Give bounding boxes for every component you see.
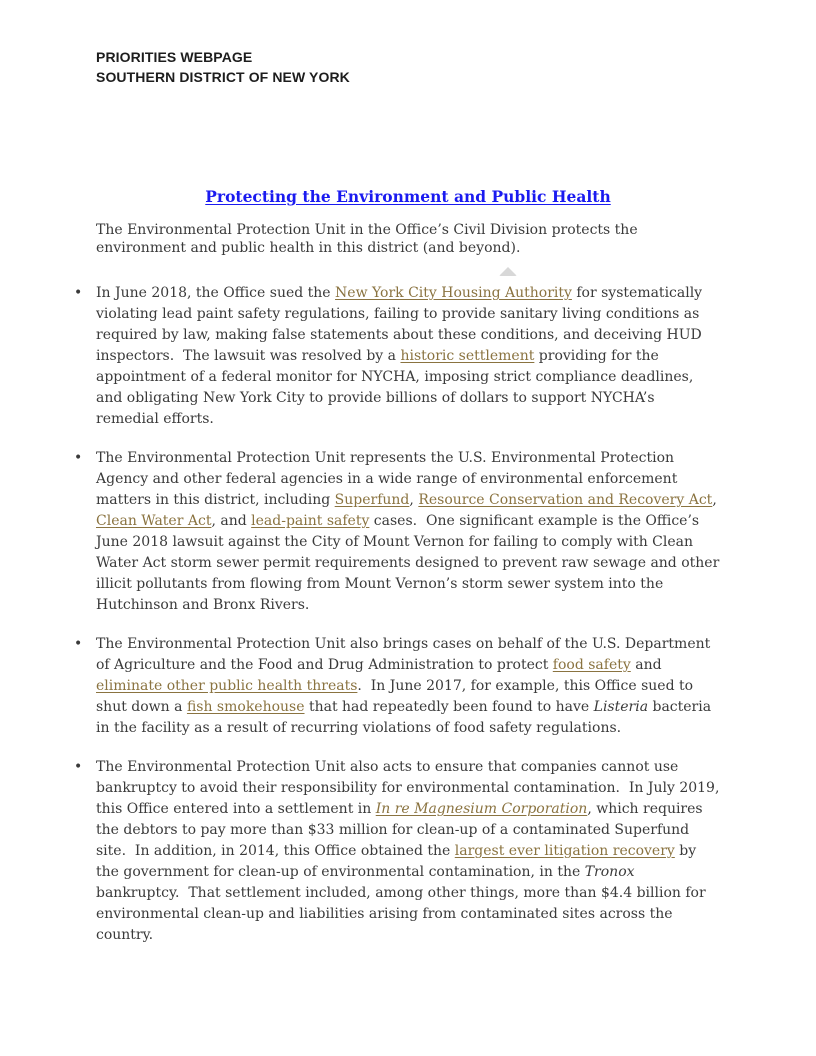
intro-paragraph xyxy=(96,222,720,257)
bullet-item xyxy=(96,634,720,739)
text-run: providing for the appointment of a federal monitor for NYCHA, imposing strict compliance deadlines, and obligating New York City to provide billions of dollars to support NYCHA’s remedial efforts. xyxy=(96,348,698,427)
text-link[interactable]: eliminate other public health threats xyxy=(96,678,358,694)
text-link[interactable]: fish smokehouse xyxy=(186,699,305,715)
text-run: . In June 2017, for example, this Office sued to shut down a xyxy=(96,678,698,715)
text-link[interactable]: food safety xyxy=(552,657,631,673)
text-run: for systematically violating lead paint safety regulations, failing to provide sanitary living conditions as required by law, making false statements about these conditions, and deceiving HUD inspectors. The lawsuit was resolved by a xyxy=(96,285,707,364)
text-run: bacteria in the facility as a result of recurring violations of food safety regulations. xyxy=(96,699,716,736)
text-run: , xyxy=(409,492,419,508)
text-run: cases. One significant example is the Office’s June 2018 lawsuit against the City of Mount Vernon for failing to comply with Clean Water Act storm sewer permit requirements designed to prevent raw sewage and other illicit pollutants from flowing from Mount Vernon’s storm sewer system into the Hutchinson and Bronx Rivers. xyxy=(96,513,724,613)
text-run: and xyxy=(630,657,667,673)
bullet-item xyxy=(96,283,720,430)
bullet-item xyxy=(96,757,724,946)
doc-header xyxy=(96,47,350,87)
italic-text: Tronox xyxy=(584,864,635,880)
page-title xyxy=(96,188,720,206)
doc-header-line2: SOUTHERN DISTRICT OF NEW YORK xyxy=(96,69,350,85)
text-run: The Environmental Protection Unit also brings cases on behalf of the U.S. Department of Agriculture and the Food and Drug Administration to protect xyxy=(96,636,715,673)
text-link[interactable]: Superfund xyxy=(334,492,410,508)
doc-header-line1: PRIORITIES WEBPAGE xyxy=(96,49,253,65)
title-link[interactable]: Protecting the Environment and Public Health xyxy=(205,187,611,206)
text-run: In June 2018, the Office sued the xyxy=(96,285,336,301)
document-content xyxy=(96,187,724,964)
text-run: , and xyxy=(211,513,252,529)
text-link[interactable]: lead-paint safety xyxy=(251,513,370,529)
text-link[interactable]: New York City Housing Authority xyxy=(335,285,572,301)
text-run: The Environmental Protection Unit in the Office’s Civil Division protects the environment and public health in this district (and beyond). xyxy=(96,222,643,256)
bullet-item xyxy=(96,448,724,616)
text-link[interactable]: Resource Conservation and Recovery Act xyxy=(418,492,713,508)
text-link[interactable]: Clean Water Act xyxy=(96,513,212,529)
text-run: by the government for clean-up of environmental contamination, in the xyxy=(96,843,701,880)
text-link[interactable]: largest ever litigation recovery xyxy=(454,843,675,859)
text-link[interactable]: In re Magnesium Corporation xyxy=(375,801,588,817)
text-run: The Environmental Protection Unit represents the U.S. Environmental Protection Agency and other federal agencies in a wide range of environmental enforcement matters in this district, including xyxy=(96,450,682,508)
text-run: The Environmental Protection Unit also acts to ensure that companies cannot use bankruptcy to avoid their responsibility for environmental contamination. In July 2019, this Office entered into a settlement in xyxy=(96,759,724,817)
italic-text: Listeria xyxy=(593,699,649,715)
bullet-list xyxy=(96,283,724,946)
text-run: , which requires the debtors to pay more than $33 million for clean-up of a contaminated Superfund site. In addition, in 2014, this Office obtained the xyxy=(96,801,708,859)
text-run: bankruptcy. That settlement included, among other things, more than $4.4 billion for environmental clean-up and liabilities arising from contaminated sites across the country. xyxy=(96,864,711,943)
text-link[interactable]: historic settlement xyxy=(400,348,535,364)
text-run: , xyxy=(712,492,722,508)
text-run: that had repeatedly been found to have xyxy=(304,699,594,715)
